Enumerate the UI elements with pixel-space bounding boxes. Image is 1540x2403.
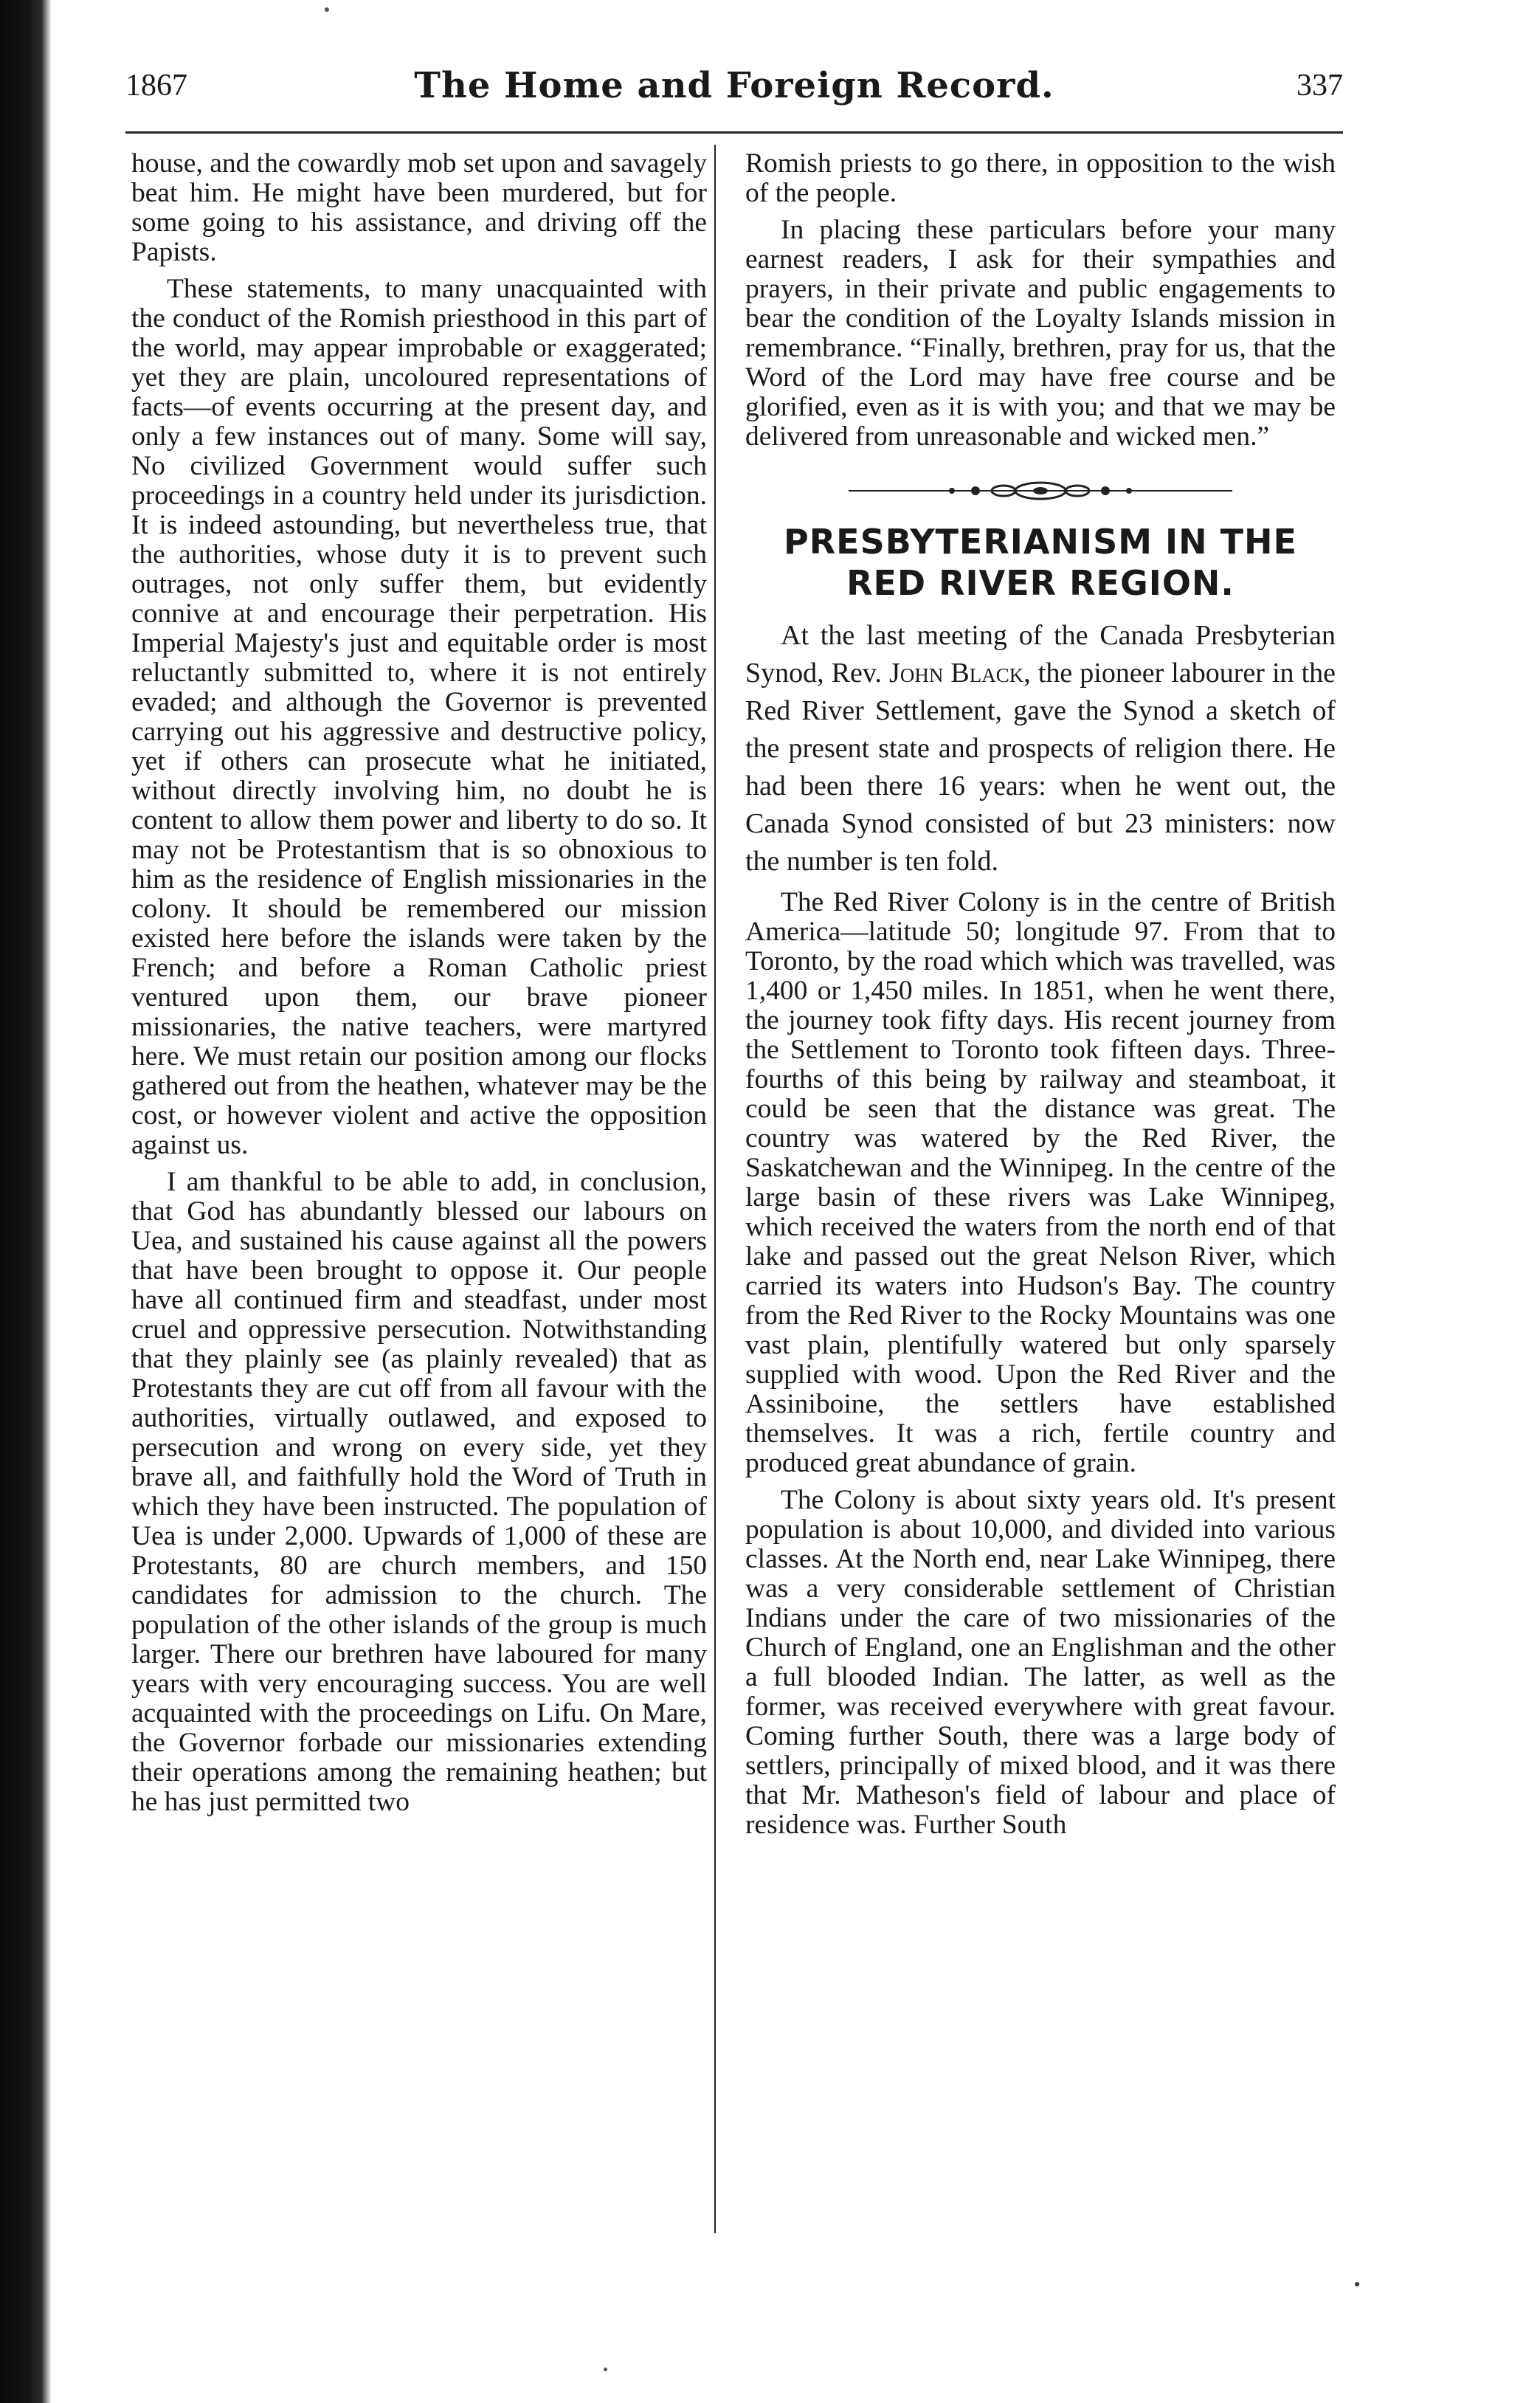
section-title: PRESBYTERIANISM IN THE RED RIVER REGION. (784, 522, 1297, 603)
right-paragraph-3 (745, 617, 1336, 880)
ink-speck (604, 2368, 607, 2371)
column-divider (714, 145, 716, 2233)
right-column (745, 149, 1336, 1847)
minister-name: John Black (889, 658, 1024, 689)
journal-title: The Home and Foreign Record. (414, 65, 1054, 106)
section-ornament (849, 480, 1232, 502)
right-paragraph-3-end: , the pioneer labourer in the Red River Settlement, gave the Synod a sketch of the present state and prospects of religion there. He had been there 16 years: when he went out, the Canada Synod consisted of but 23 ministers: now the number is ten fold. (745, 658, 1336, 877)
ink-speck (325, 7, 329, 12)
page-number: 337 (1296, 69, 1343, 103)
left-paragraph-1: house, and the cowardly mob set upon and savagely beat him. He might have been murdered, but for some going to his assistance, and driving off the Papists. (131, 148, 708, 267)
binding-edge (0, 0, 52, 2403)
ink-speck (1355, 2282, 1359, 2286)
right-paragraph-5: The Colony is about sixty years old. It's present population is about 10,000, and divided into various classes. At the North end, near Lake Winnipeg, there was a very considerable settlement of Christian Indians under the care of two missionaries of the Church of England, one an Englishman and the other a full blooded Indian. The latter, as well as the former, was received everywhere with great favour. Coming further South, there was a large body of settlers, principally of mixed blood, and it was there that Mr. Matheson's field of labour and place of residence was. Further South (745, 1485, 1336, 1840)
right-paragraph-2: In placing these particulars before your many earnest readers, I ask for their sympathies and prayers, in their private and public engagements to bear the condition of the Loyalty Islands mission in remembrance. “Finally, brethren, pray for us, that the Word of the Lord may have free course and be glorified, even as it is with you; and that we may be delivered from unreasonable and wicked men.” (745, 215, 1336, 452)
header-rule (125, 131, 1343, 134)
left-column (131, 149, 707, 1824)
header-year: 1867 (125, 69, 187, 103)
right-paragraph-3-start: At the last meeting of the Canada Presbyterian Synod, Rev. (745, 620, 1336, 689)
running-header (125, 65, 1343, 117)
left-paragraph-3: I am thankful to be able to add, in conclusion, that God has abundantly blessed our labours on Uea, and sustained his cause against all the powers that have been brought to oppose it. Our people have all continued firm and steadfast, under most cruel and oppressive persecution. Notwithstanding that they plainly see (as plainly revealed) that as Protestants they are cut off from all favour with the authorities, virtually outlawed, and exposed to persecution and wrong on every side, yet they brave all, and faithfully hold the Word of Truth in which they have been instructed. The population of Uea is under 2,000. Upwards of 1,000 of these are Protestants, 80 are church members, and 150 candidates for admission to the church. The population of the other islands of the group is much larger. There our brethren have laboured for many years with very encouraging success. You are well acquainted with the proceedings on Lifu. On Mare, the Governor forbade our missionaries extending their operations among the remaining heathen; but he has just permitted two (131, 1167, 707, 1817)
left-paragraph-2: These statements, to many unacquainted with the conduct of the Romish priesthood in this part of the world, may appear improbable or exaggerated; yet they are plain, uncoloured representations of facts—of events occurring at the present day, and only a few instances out of many. Some will say, No civilized Government would suffer such proceedings in a country held under its jurisdiction. It is indeed astounding, but nevertheless true, that the authorities, whose duty it is to prevent such outrages, not only suffer them, but evidently connive at and encourage their perpetration. His Imperial Majesty's just and equitable order is most reluctantly submitted to, where it is not entirely evaded; and although the Governor is prevented carrying out his aggressive and destructive policy, yet if others can prosecute what he initiated, without directly involving him, no doubt he is content to allow them power and liberty to do so. It may not be Protestantism that is so obnoxious to him as the residence of English missionaries in the colony. It should be remembered our mission existed here before the islands were taken by the French; and before a Roman Catholic priest ventured upon them, our brave pioneer missionaries, the native teachers, were martyred here. We must retain our position among our flocks gathered out from the heathen, whatever may be the cost, or however violent and active the opposition against us. (131, 274, 707, 1160)
right-paragraph-4: The Red River Colony is in the centre of British America—latitude 50; longitude 97. From that to Toronto, by the road which which was travelled, was 1,400 or 1,450 miles. In 1851, when he went there, the journey took fifty days. His recent journey from the Settlement to Toronto took fifteen days. Three-fourths of this being by railway and steamboat, it could be seen that the distance was great. The country was watered by the Red River, the Saskatchewan and the Winnipeg. In the centre of the large basin of these rivers was Lake Winnipeg, which received the waters from the north end of that lake and passed out the great Nelson River, which carried its waters into Hudson's Bay. The country from the Red River to the Rocky Mountains was one vast plain, plentifully watered but only sparsely supplied with wood. Upon the Red River and the Assiniboine, the settlers have established themselves. It was a rich, fertile country and produced great abundance of grain. (745, 887, 1336, 1478)
right-paragraph-1: Romish priests to go there, in opposition to the wish of the people. (745, 148, 1336, 208)
